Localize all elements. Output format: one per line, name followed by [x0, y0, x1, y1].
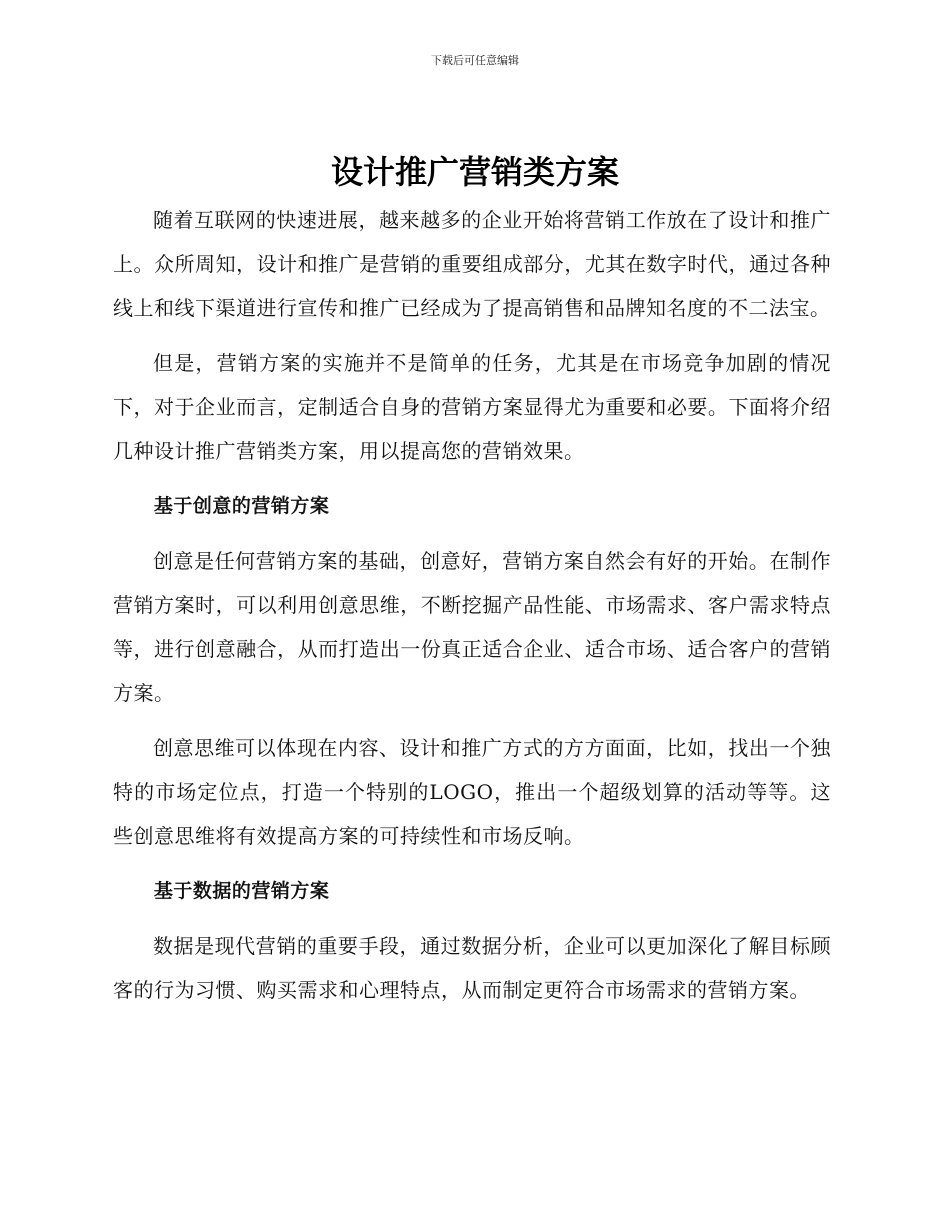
- section-heading-data: 基于数据的营销方案: [153, 880, 330, 902]
- document-body: [113, 198, 831, 1023]
- paragraph-challenge: 但是，营销方案的实施并不是简单的任务，尤其是在市场竞争加剧的情况下，对于企业而言，定制适合自身的营销方案显得尤为重要和必要。下面将介绍几种设计推广营销类方案，用以提高您的营销效果。: [113, 351, 831, 463]
- paragraph-creative-basis: 创意是任何营销方案的基础，创意好，营销方案自然会有好的开始。在制作营销方案时，可以利用创意思维，不断挖掘产品性能、市场需求、客户需求特点等，进行创意融合，从而打造出一份真正适合企业、适合市场、适合客户的营销方案。: [113, 549, 831, 705]
- paragraph-intro: 随着互联网的快速进展，越来越多的企业开始将营销工作放在了设计和推广上。众所周知，设计和推广是营销的重要组成部分，尤其在数字时代，通过各种线上和线下渠道进行宣传和推广已经成为了提高销售和品牌知名度的不二法宝。: [113, 208, 831, 320]
- paragraph-data-driven: 数据是现代营销的重要手段，通过数据分析，企业可以更加深化了解目标顾客的行为习惯、购买需求和心理特点，从而制定更符合市场需求的营销方案。: [113, 934, 831, 1002]
- page-header-note: 下载后可任意编辑: [431, 54, 519, 67]
- paragraph-creative-thinking: 创意思维可以体现在内容、设计和推广方式的方方面面，比如，找出一个独特的市场定位点，打造一个特别的LOGO，推出一个超级划算的活动等等。这些创意思维将有效提高方案的可持续性和市场反响。: [113, 736, 831, 848]
- section-heading-creative: 基于创意的营销方案: [153, 495, 330, 517]
- document-title: 设计推广营销类方案: [330, 153, 619, 191]
